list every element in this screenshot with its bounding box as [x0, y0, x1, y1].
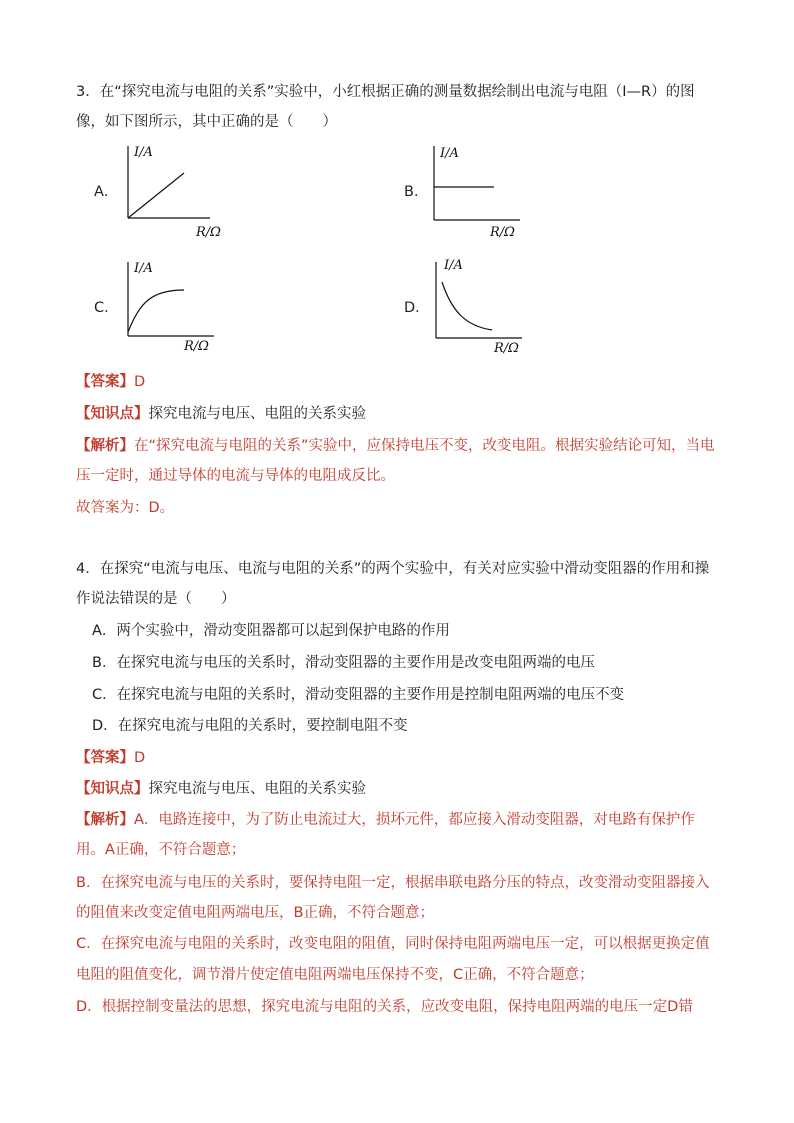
q4-option-d: D．在探究电流与电阻的关系时，要控制电阻不变 — [92, 718, 408, 734]
graph-d-label: D． — [404, 300, 430, 316]
answer-value: D — [134, 374, 146, 390]
knowledge-tag: 【知识点】 — [76, 406, 149, 422]
graph-a-curve — [128, 173, 184, 218]
analysis-tag: 【解析】 — [76, 438, 134, 454]
q4-analysis-line6: 电阻的阻值变化，调节滑片使定值电阻两端电压保持不变，C正确，不符合题意； — [76, 967, 594, 983]
analysis-text: 在“探究电流与电阻的关系”实验中，应保持电压不变，改变电阻。根据实验结论可知，当电 — [134, 438, 715, 454]
graph-b-label: B． — [404, 184, 429, 200]
q4-analysis-line4: 的阻值来改变定值电阻两端电压，B正确，不符合题意； — [76, 905, 434, 921]
graph-c-label: C． — [94, 300, 119, 316]
graph-b — [424, 140, 544, 240]
q4-analysis-line7: D．根据控制变量法的思想，探究电流与电阻的关系，应改变电阻，保持电阻两端的电压一定D错 — [76, 999, 693, 1015]
graph-d — [426, 256, 546, 356]
graph-a-label: A． — [94, 184, 119, 200]
q3-answer — [76, 372, 726, 392]
q3-analysis-line2: 压一定时，通过导体的电流与导体的电阻成反比。 — [76, 468, 395, 484]
graph-a-y-label: I/A — [134, 145, 153, 160]
graph-c-x-label: R/Ω — [184, 339, 209, 354]
knowledge-text: 探究电流与电压、电阻的关系实验 — [148, 406, 366, 422]
q4-stem-line1: 4．在探究“电流与电压、电流与电阻的关系”的两个实验中，有关对应实验中滑动变阻器的作用和操 — [76, 561, 710, 577]
graph-c-curve — [128, 290, 184, 332]
graph-d-y-label: I/A — [444, 258, 463, 273]
q4-option-c: C．在探究电流与电阻的关系时，滑动变阻器的主要作用是控制电阻两端的电压不变 — [92, 687, 625, 703]
graph-c-y-label: I/A — [134, 261, 153, 276]
q4-knowledge — [76, 779, 726, 799]
q4-analysis-line2: 用。A正确，不符合题意； — [76, 842, 246, 858]
q3-analysis-line1 — [76, 436, 726, 456]
graph-a — [118, 140, 238, 240]
graph-a-x-label: R/Ω — [196, 225, 221, 240]
graph-d-curve — [442, 282, 492, 330]
answer-tag: 【答案】 — [76, 374, 134, 390]
knowledge-text: 探究电流与电压、电阻的关系实验 — [148, 781, 366, 797]
analysis-text: A．电路连接中，为了防止电流过大，损坏元件，都应接入滑动变阻器，对电路有保护作 — [134, 812, 695, 828]
answer-tag: 【答案】 — [76, 750, 134, 766]
q3-stem-line1: 3．在“探究电流与电阻的关系”实验中，小红根据正确的测量数据绘制出电流与电阻（I—R）的图 — [76, 84, 695, 100]
answer-value: D — [134, 750, 146, 766]
q4-analysis-line1 — [76, 810, 726, 830]
q3-knowledge — [76, 404, 726, 424]
q3-conclusion: 故答案为：D。 — [76, 500, 175, 516]
graph-b-x-label: R/Ω — [490, 225, 515, 240]
q4-analysis-line5: C．在探究电流与电阻的关系时，改变电阻的阻值，同时保持电阻两端电压一定，可以根据更换定值 — [76, 936, 710, 952]
graph-c — [118, 256, 238, 356]
q3-stem-line2: 像，如下图所示，其中正确的是（ ） — [76, 114, 337, 130]
q4-stem-line2: 作说法错误的是（ ） — [76, 591, 236, 607]
knowledge-tag: 【知识点】 — [76, 781, 149, 797]
q4-analysis-line3: B．在探究电流与电压的关系时，要保持电阻一定，根据串联电路分压的特点，改变滑动变阻器接入 — [76, 875, 710, 891]
graph-d-x-label: R/Ω — [494, 341, 519, 356]
analysis-tag: 【解析】 — [76, 812, 134, 828]
graph-b-y-label: I/A — [440, 146, 459, 161]
q4-answer — [76, 748, 726, 768]
q4-option-a: A．两个实验中，滑动变阻器都可以起到保护电路的作用 — [92, 623, 450, 639]
q4-option-b: B．在探究电流与电压的关系时，滑动变阻器的主要作用是改变电阻两端的电压 — [92, 655, 595, 671]
